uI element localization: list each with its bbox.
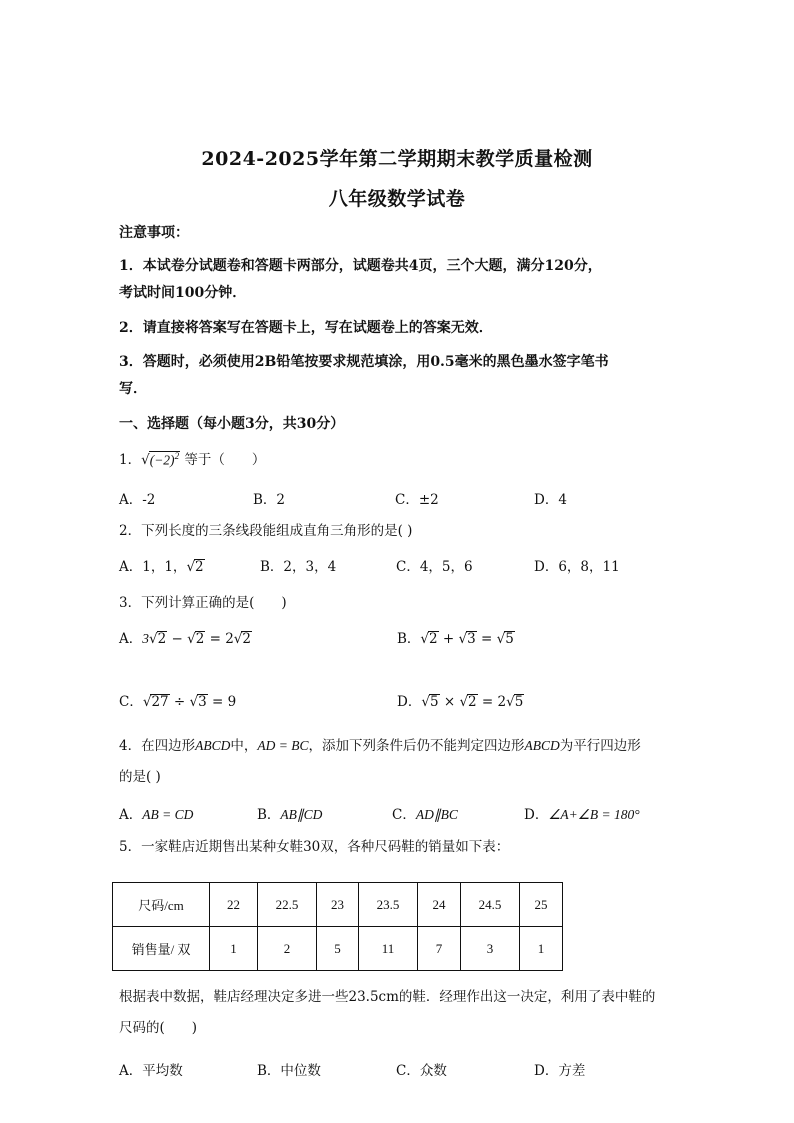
q2-option-a: A．1，1，√2 <box>119 559 204 575</box>
table-cell: 24 <box>418 883 461 927</box>
question-5-text-after-1: 根据表中数据，鞋店经理决定多进一些23.5cm的鞋．经理作出这一决定，利用了表中鞋的 <box>119 989 656 1005</box>
q3-option-a: A．3√2 − √2 = 2√2 <box>119 631 251 647</box>
q3-option-b: B．√2 + √3 = √5 <box>397 631 514 647</box>
q1-number: 1． <box>119 452 142 468</box>
q3-option-d: D．√5 × √2 = 2√5 <box>397 694 524 710</box>
table-cell: 2 <box>258 927 317 971</box>
sqrt-icon: √ <box>189 694 199 710</box>
table-cell: 22.5 <box>258 883 317 927</box>
sqrt-icon: √ <box>420 631 430 647</box>
table-cell: 23 <box>317 883 359 927</box>
table-row <box>113 883 563 927</box>
sqrt-icon: √ <box>233 631 243 647</box>
q3-option-c: C．√27 ÷ √3 = 9 <box>119 694 237 710</box>
q1-option-a: A．-2 <box>119 492 156 508</box>
q5-option-c: C．众数 <box>396 1063 447 1079</box>
q2-option-d: D．6，8，11 <box>534 559 620 575</box>
exam-subtitle: 八年级数学试卷 <box>328 188 466 210</box>
q2-option-c: C．4，5，6 <box>396 559 473 575</box>
sqrt-icon: √ <box>506 694 515 710</box>
sqrt-icon: √ <box>421 694 430 710</box>
table-row <box>113 927 563 971</box>
q5-option-a: A．平均数 <box>119 1063 183 1079</box>
question-3: 3．下列计算正确的是( ) <box>119 595 287 611</box>
table-cell: 23.5 <box>359 883 418 927</box>
sqrt-icon: √ <box>496 631 506 647</box>
note-line-5: 写． <box>119 381 147 397</box>
shoe-sales-table <box>112 882 563 971</box>
table-cell: 3 <box>461 927 520 971</box>
table-cell: 7 <box>418 927 461 971</box>
table-header-sales: 销售量/ 双 <box>113 927 210 971</box>
sqrt-icon: √ <box>149 631 158 647</box>
table-cell: 24.5 <box>461 883 520 927</box>
question-5: 5．一家鞋店近期售出某种女鞋30双，各种尺码鞋的销量如下表： <box>119 839 510 855</box>
q1-text: 等于（ ） <box>180 452 266 468</box>
q1-option-c: C．±2 <box>395 492 439 508</box>
q4-option-b: B．AB∥CD <box>257 807 323 823</box>
q1-option-b: B．2 <box>253 492 286 508</box>
exam-title: 2024-2025学年第二学期期末教学质量检测 <box>201 148 593 170</box>
note-line-2: 考试时间100分钟． <box>119 285 247 301</box>
table-cell: 25 <box>520 883 563 927</box>
q1-exponent: 2 <box>174 450 180 461</box>
sqrt-icon: √ <box>186 559 196 575</box>
note-line-1: 1．本试卷分试题卷和答题卡两部分，试题卷共4页，三个大题，满分120分， <box>119 258 602 274</box>
sqrt-icon: √ <box>142 694 152 710</box>
notes-heading: 注意事项： <box>119 225 189 241</box>
q5-option-d: D．方差 <box>534 1063 586 1079</box>
q1-option-d: D．4 <box>534 492 567 508</box>
q1-radicand: $(-2)^2$ <box>149 450 180 467</box>
question-2: 2．下列长度的三条线段能组成直角三角形的是( ) <box>119 523 413 539</box>
table-cell: 1 <box>210 927 258 971</box>
question-4-line-1: 4．在四边形ABCD中，AD = BC，添加下列条件后仍不能判定四边形ABCD为平行四边形 <box>119 738 641 754</box>
question-4-line-2: 的是( ) <box>119 769 161 785</box>
table-header-size: 尺码/cm <box>113 883 210 927</box>
table-cell: 22 <box>210 883 258 927</box>
sqrt-icon: √ <box>187 631 196 647</box>
sqrt-icon: √ <box>458 631 468 647</box>
question-1 <box>119 448 265 468</box>
q4-option-c: C．AD∥BC <box>392 807 458 823</box>
q2-option-b: B．2，3，4 <box>260 559 337 575</box>
sqrt-icon: √ <box>459 694 469 710</box>
section-heading: 一、选择题（每小题3分，共30分） <box>119 416 345 432</box>
q4-option-d: D．∠A+∠B = 180° <box>524 807 640 823</box>
q5-option-b: B．中位数 <box>257 1063 321 1079</box>
sqrt-icon: √ <box>141 452 150 468</box>
table-cell: 11 <box>359 927 418 971</box>
table-cell: 1 <box>520 927 563 971</box>
question-5-text-after-2: 尺码的( ) <box>119 1020 198 1036</box>
note-line-3: 2．请直接将答案写在答题卡上，写在试题卷上的答案无效． <box>119 320 493 336</box>
table-cell: 5 <box>317 927 359 971</box>
note-line-4: 3．答题时，必须使用2B铅笔按要求规范填涂，用0.5毫米的黑色墨水签字笔书 <box>119 354 609 370</box>
q4-option-a: A．AB = CD <box>119 807 194 823</box>
